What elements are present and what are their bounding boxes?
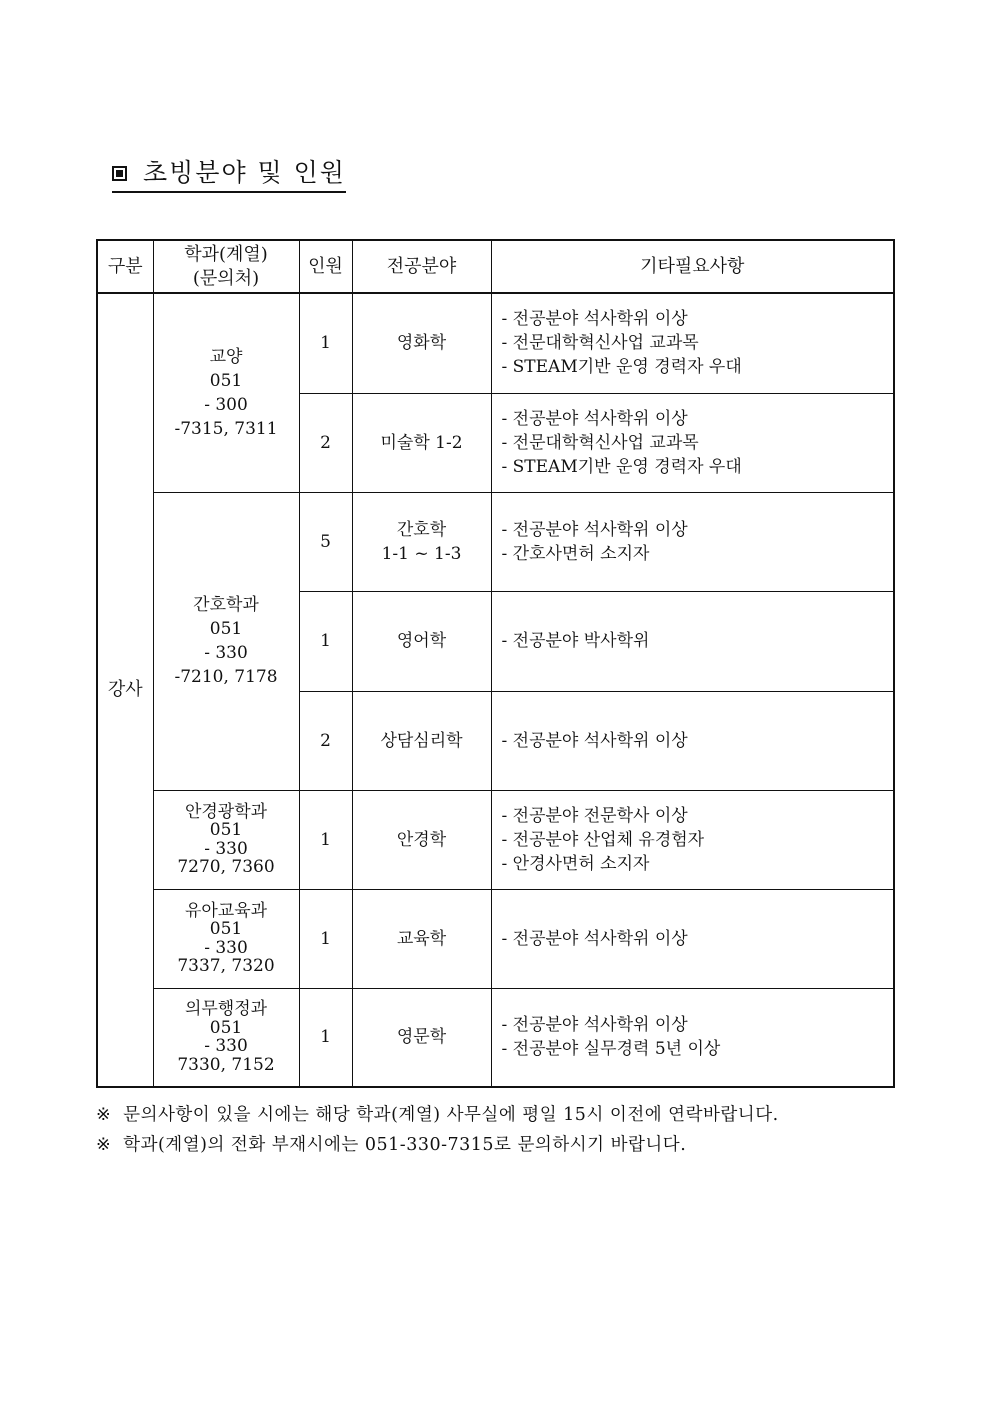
requirements-cell: [491, 691, 894, 790]
requirements-cell: [491, 492, 894, 591]
dept-line: -7210, 7178: [174, 667, 278, 687]
section-title: [112, 158, 346, 193]
dept-cell: [153, 492, 299, 790]
field-line: 영문학: [396, 1027, 447, 1048]
dept-line: 의무행정과: [184, 999, 268, 1020]
field-line: 영어학: [396, 631, 447, 651]
requirements-cell: [491, 889, 894, 988]
requirement-line: - 전공분야 석사학위 이상: [501, 309, 688, 330]
table-row: [97, 988, 894, 1087]
table-row: [97, 293, 894, 393]
requirement-line: - 간호사면허 소지자: [501, 543, 650, 564]
requirement-line: - 전문대학혁신사업 교과목: [501, 333, 699, 354]
dept-line: 051: [209, 370, 243, 391]
requirements-cell: [491, 591, 894, 691]
dept-line: 051: [209, 1017, 243, 1038]
table-body: [97, 293, 894, 1087]
field-cell: [352, 591, 491, 691]
dept-line: 7337, 7320: [177, 956, 275, 976]
requirements-cell: [491, 988, 894, 1087]
header-dept-line1: 학과(계열): [184, 243, 268, 265]
field-cell: [352, 790, 491, 889]
header-count: 인원: [299, 240, 352, 293]
requirement-line: - STEAM기반 운영 경력자 우대: [501, 456, 742, 477]
requirement-line: - 전공분야 석사학위 이상: [501, 1015, 688, 1036]
note-mark-icon: ※: [96, 1135, 112, 1155]
dept-line: 7330, 7152: [177, 1054, 275, 1075]
notes: [96, 1100, 779, 1160]
field-cell: [352, 988, 491, 1087]
dept-line: - 330: [204, 838, 248, 859]
requirements-cell: [491, 293, 894, 393]
note-text: 학과(계열)의 전화 부재시에는 051-330-7315로 문의하시기 바랍니다.: [123, 1135, 687, 1155]
field-cell: [352, 691, 491, 790]
section-title-text: 초빙분야 및 인원: [143, 158, 346, 187]
note-2: [96, 1130, 779, 1160]
note-mark-icon: ※: [96, 1105, 112, 1125]
header-category: 구분: [97, 240, 153, 293]
requirement-line: - 전공분야 박사학위: [501, 631, 650, 651]
dept-line: 유아교육과: [184, 900, 268, 921]
dept-line: 051: [209, 919, 243, 939]
field-line: 영화학: [396, 333, 447, 354]
header-field: 전공분야: [352, 240, 491, 293]
dept-cell: [153, 889, 299, 988]
requirement-line: - 전문대학혁신사업 교과목: [501, 432, 699, 453]
count-cell: 1: [299, 988, 352, 1087]
dept-line: - 330: [204, 643, 248, 663]
header-requirements: 기타필요사항: [491, 240, 894, 293]
category-cell: 강사: [97, 293, 153, 1087]
field-cell: [352, 393, 491, 492]
dept-line: -7315, 7311: [174, 418, 278, 439]
black-square-icon: [112, 166, 127, 181]
count-cell: 5: [299, 492, 352, 591]
requirement-line: - 안경사면허 소지자: [501, 853, 650, 874]
dept-line: 051: [209, 820, 243, 840]
dept-line: - 330: [204, 937, 248, 958]
table-row: [97, 790, 894, 889]
requirement-line: - 전공분야 석사학위 이상: [501, 519, 688, 540]
field-cell: [352, 889, 491, 988]
dept-cell: [153, 988, 299, 1087]
dept-line: 7270, 7360: [177, 857, 275, 877]
table-row: [97, 492, 894, 591]
dept-line: 간호학과: [193, 595, 259, 615]
header-dept: [153, 240, 299, 293]
count-cell: 1: [299, 591, 352, 691]
field-line: 간호학: [396, 519, 447, 540]
requirement-line: - STEAM기반 운영 경력자 우대: [501, 357, 742, 378]
dept-line: 교양: [209, 346, 243, 367]
table-row: [97, 889, 894, 988]
dept-line: - 330: [204, 1036, 248, 1057]
dept-line: 안경광학과: [184, 801, 268, 822]
field-cell: [352, 293, 491, 393]
count-cell: 2: [299, 393, 352, 492]
count-cell: 1: [299, 293, 352, 393]
table-header-row: [97, 240, 894, 293]
header-dept-line2: (문의처): [192, 267, 260, 289]
field-cell: [352, 492, 491, 591]
recruitment-table: [96, 239, 895, 1088]
requirement-line: - 전공분야 산업체 유경험자: [501, 829, 705, 850]
requirement-line: - 전공분야 석사학위 이상: [501, 928, 688, 949]
dept-line: - 300: [204, 394, 248, 415]
dept-cell: [153, 293, 299, 492]
field-line: 미술학 1-2: [380, 432, 463, 453]
requirements-cell: [491, 393, 894, 492]
requirement-line: - 전공분야 전문학사 이상: [501, 805, 688, 826]
requirement-line: - 전공분야 실무경력 5년 이상: [501, 1039, 721, 1060]
dept-line: 051: [209, 619, 243, 639]
note-text: 문의사항이 있을 시에는 해당 학과(계열) 사무실에 평일 15시 이전에 연락바랍니다.: [123, 1105, 779, 1125]
count-cell: 2: [299, 691, 352, 790]
count-cell: 1: [299, 889, 352, 988]
note-1: [96, 1100, 779, 1130]
requirement-line: - 전공분야 석사학위 이상: [501, 408, 688, 429]
requirements-cell: [491, 790, 894, 889]
dept-cell: [153, 790, 299, 889]
field-line: 안경학: [396, 829, 447, 850]
requirement-line: - 전공분야 석사학위 이상: [501, 730, 688, 751]
field-line: 상담심리학: [380, 730, 463, 751]
field-line: 교육학: [396, 928, 447, 949]
field-line: 1-1 ~ 1-3: [381, 543, 462, 564]
count-cell: 1: [299, 790, 352, 889]
